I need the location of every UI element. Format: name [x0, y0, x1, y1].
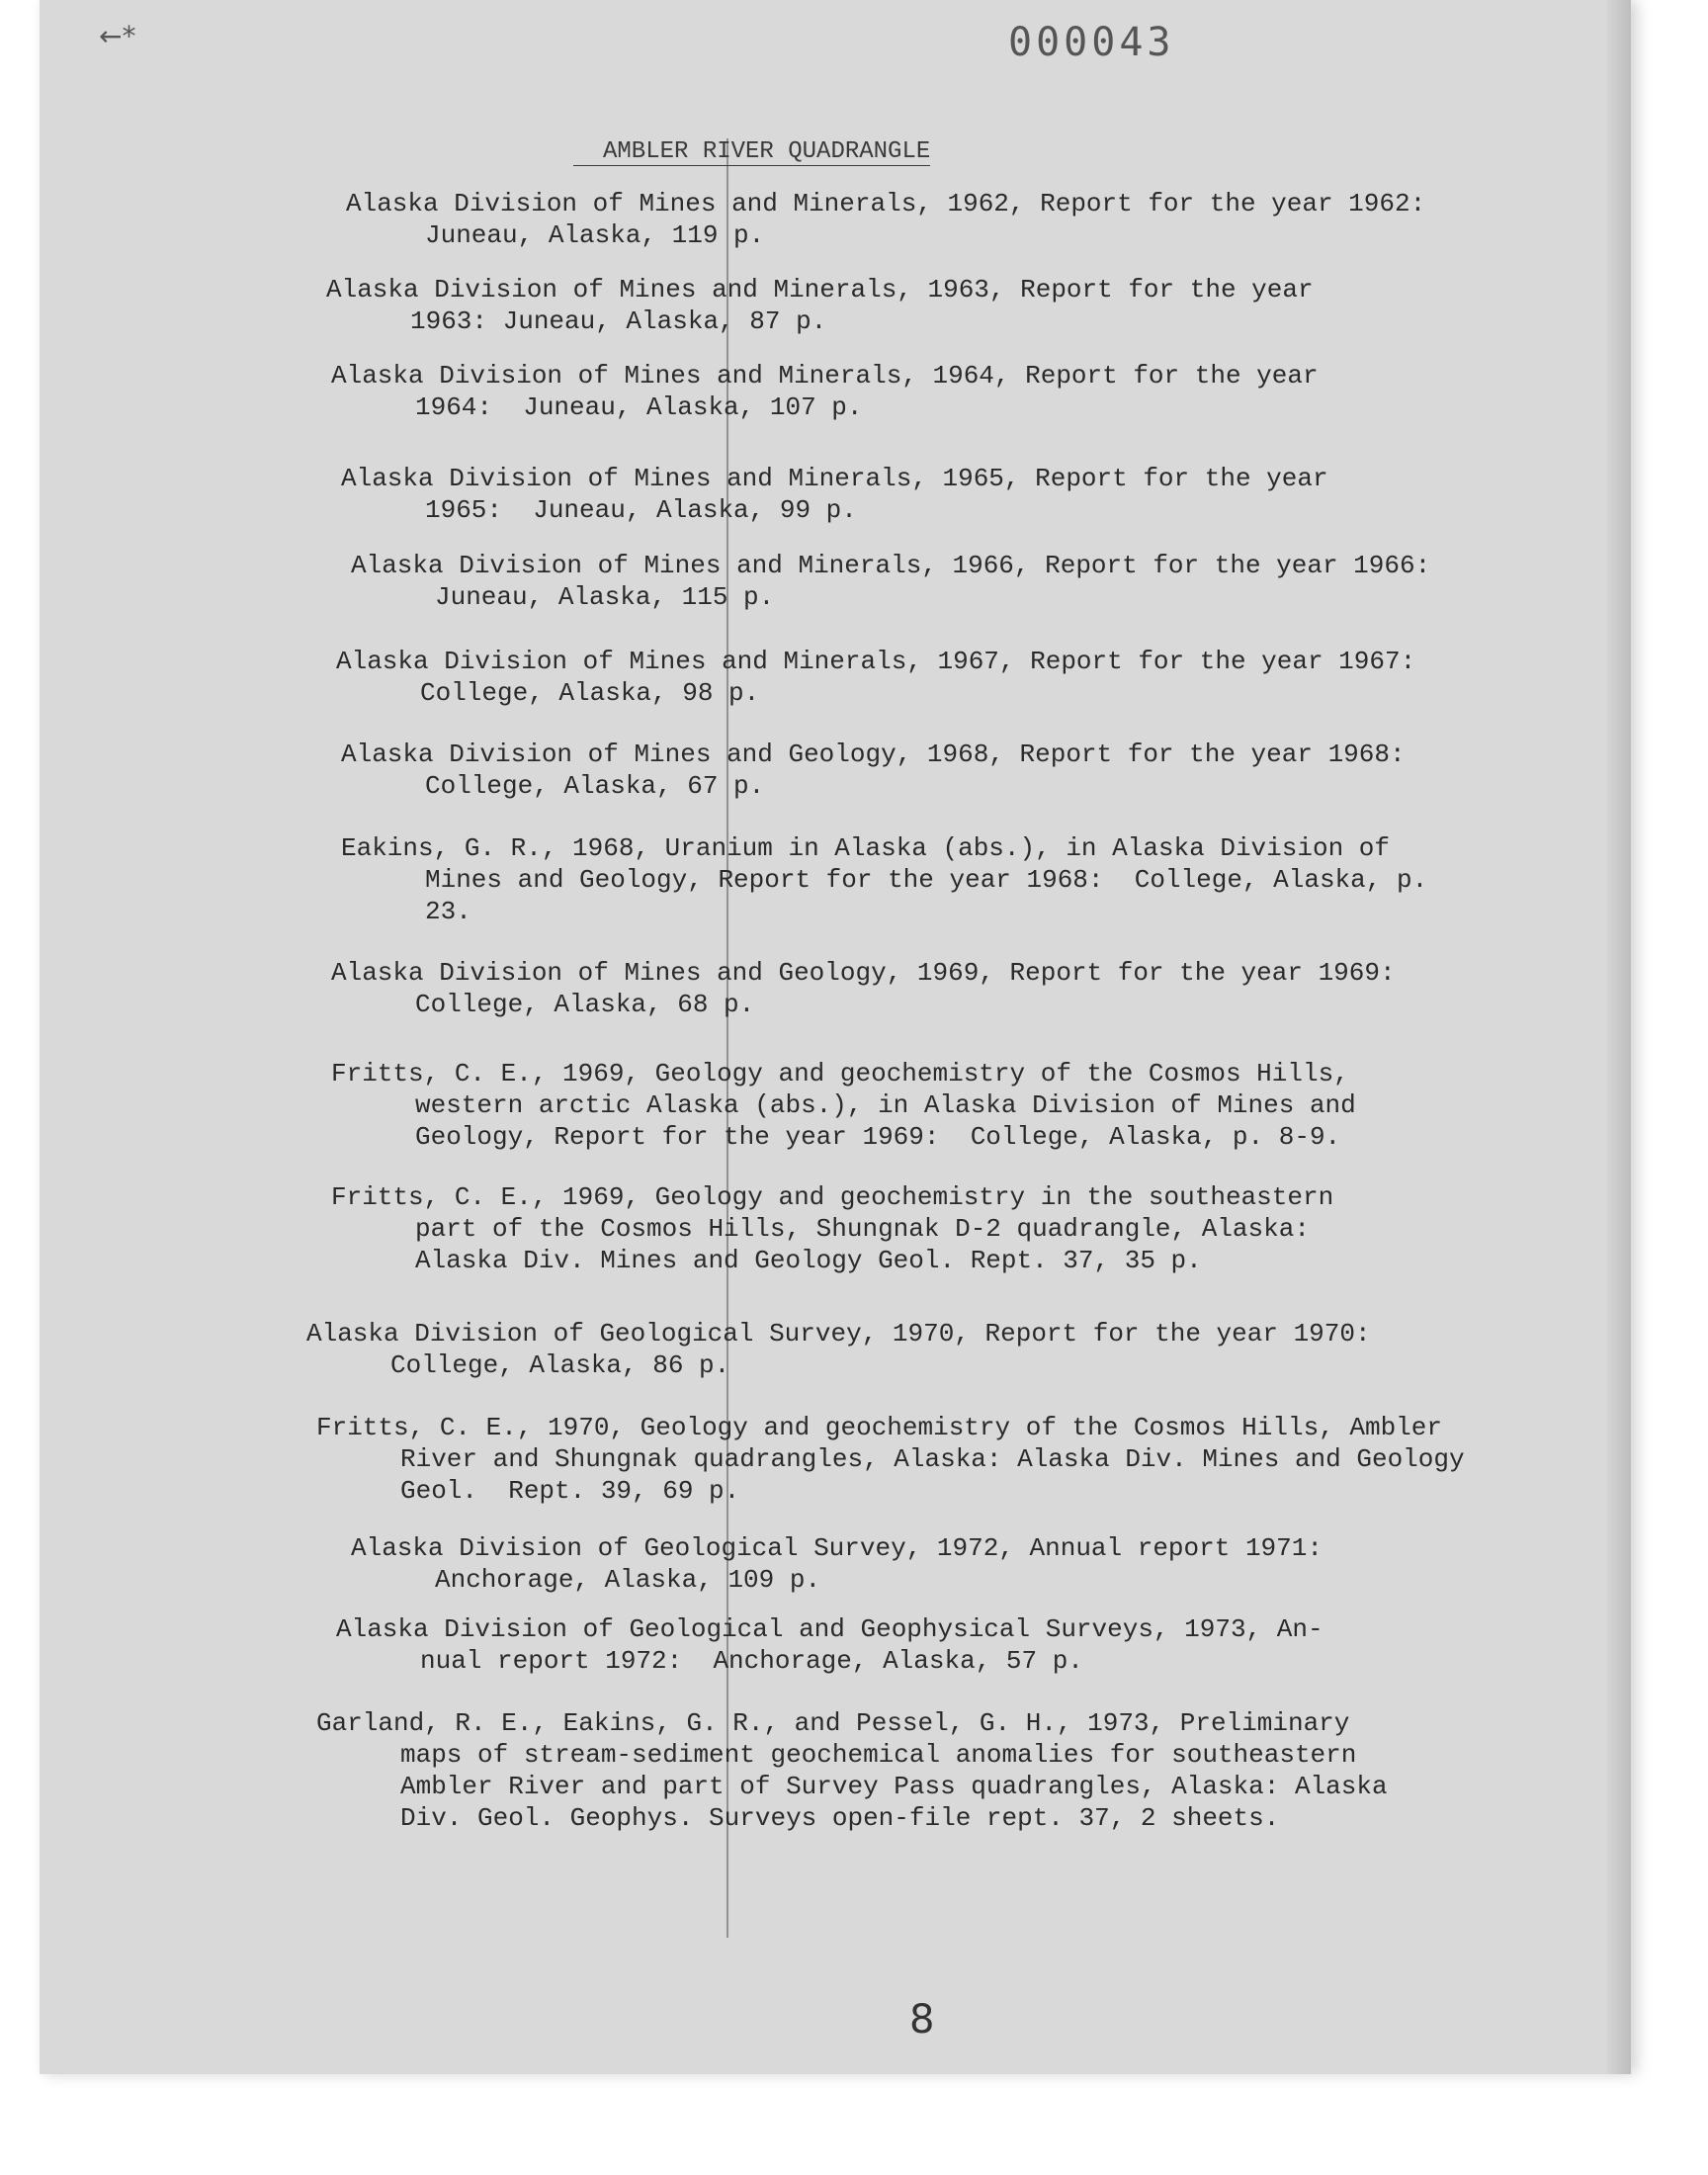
reference-line: Geol. Rept. 39, 69 p. — [400, 1476, 740, 1506]
reference-line: Alaska Division of Mines and Geology, 1968, Report for the year 1968: — [341, 740, 1406, 769]
reference-entry — [351, 1532, 1323, 1596]
page-title: AMBLER RIVER QUADRANGLE — [573, 138, 930, 166]
reference-line: nual report 1972: Anchorage, Alaska, 57 p. — [420, 1646, 1083, 1676]
reference-line: Alaska Division of Mines and Minerals, 1965, Report for the year — [341, 464, 1328, 493]
reference-line: Juneau, Alaska, 119 p. — [425, 220, 765, 250]
reference-line: College, Alaska, 86 p. — [390, 1350, 730, 1380]
reference-entry — [331, 360, 1319, 423]
reference-line: Anchorage, Alaska, 109 p. — [435, 1565, 821, 1595]
reference-line: Eakins, G. R., 1968, Uranium in Alaska (abs.), in Alaska Division of — [341, 833, 1390, 863]
reference-entry — [331, 957, 1396, 1020]
reference-line: Alaska Division of Mines and Minerals, 1967, Report for the year 1967: — [336, 647, 1416, 676]
reference-line: 23. — [425, 897, 471, 926]
reference-line: Fritts, C. E., 1969, Geology and geochemistry in the southeastern — [331, 1182, 1334, 1212]
reference-line: 1965: Juneau, Alaska, 99 p. — [425, 495, 857, 525]
reference-entry — [331, 1058, 1356, 1153]
reference-entry — [341, 832, 1427, 927]
scan-mark: ←* — [99, 20, 136, 52]
reference-entry — [331, 1181, 1333, 1276]
reference-entry — [351, 550, 1430, 613]
reference-line: Alaska Division of Geological Survey, 1970, Report for the year 1970: — [306, 1319, 1371, 1348]
reference-entry — [306, 1318, 1371, 1381]
reference-line: Alaska Division of Mines and Minerals, 1964, Report for the year — [331, 361, 1319, 391]
reference-entry — [341, 739, 1406, 802]
reference-entry — [316, 1412, 1465, 1507]
reference-line: maps of stream-sediment geochemical anomalies for southeastern — [400, 1740, 1357, 1770]
reference-line: College, Alaska, 98 p. — [420, 678, 760, 708]
reference-line: Alaska Division of Geological Survey, 1972, Annual report 1971: — [351, 1533, 1323, 1563]
document-number: 000043 — [1008, 20, 1175, 65]
reference-line: 1963: Juneau, Alaska, 87 p. — [410, 306, 827, 336]
reference-line: River and Shungnak quadrangles, Alaska: Alaska Div. Mines and Geology — [400, 1444, 1465, 1474]
page-edge-shadow — [1607, 0, 1631, 2074]
reference-line: Div. Geol. Geophys. Surveys open-file rept. 37, 2 sheets. — [400, 1803, 1280, 1833]
reference-line: part of the Cosmos Hills, Shungnak D-2 quadrangle, Alaska: — [415, 1214, 1310, 1244]
reference-entry — [346, 188, 1425, 251]
reference-line: Fritts, C. E., 1969, Geology and geochemistry of the Cosmos Hills, — [331, 1059, 1349, 1088]
reference-line: 1964: Juneau, Alaska, 107 p. — [415, 392, 863, 422]
reference-line: Ambler River and part of Survey Pass quadrangles, Alaska: Alaska — [400, 1772, 1388, 1801]
reference-line: Garland, R. E., Eakins, G. R., and Pessel, G. H., 1973, Preliminary — [316, 1708, 1350, 1738]
reference-entry — [336, 646, 1415, 709]
reference-line: College, Alaska, 68 p. — [415, 990, 755, 1019]
reference-entry — [316, 1707, 1388, 1834]
reference-line: Fritts, C. E., 1970, Geology and geochemistry of the Cosmos Hills, Ambler — [316, 1413, 1442, 1442]
reference-entry — [341, 463, 1328, 526]
reference-line: Juneau, Alaska, 115 p. — [435, 582, 775, 612]
reference-line: Alaska Division of Geological and Geophysical Surveys, 1973, An- — [336, 1614, 1324, 1644]
reference-line: Alaska Division of Mines and Geology, 1969, Report for the year 1969: — [331, 958, 1396, 988]
page-number: 8 — [909, 1997, 935, 2043]
reference-line: Alaska Division of Mines and Minerals, 1963, Report for the year — [326, 275, 1314, 304]
reference-entry — [326, 274, 1314, 337]
reference-line: Alaska Div. Mines and Geology Geol. Rept. 37, 35 p. — [415, 1246, 1202, 1275]
reference-line: western arctic Alaska (abs.), in Alaska Division of Mines and — [415, 1090, 1356, 1120]
reference-line: Alaska Division of Mines and Minerals, 1962, Report for the year 1962: — [346, 189, 1426, 218]
reference-line: Mines and Geology, Report for the year 1968: College, Alaska, p. — [425, 865, 1428, 895]
reference-line: Alaska Division of Mines and Minerals, 1966, Report for the year 1966: — [351, 551, 1431, 580]
reference-line: Geology, Report for the year 1969: College, Alaska, p. 8-9. — [415, 1122, 1341, 1152]
reference-line: College, Alaska, 67 p. — [425, 771, 765, 801]
reference-entry — [336, 1613, 1324, 1677]
